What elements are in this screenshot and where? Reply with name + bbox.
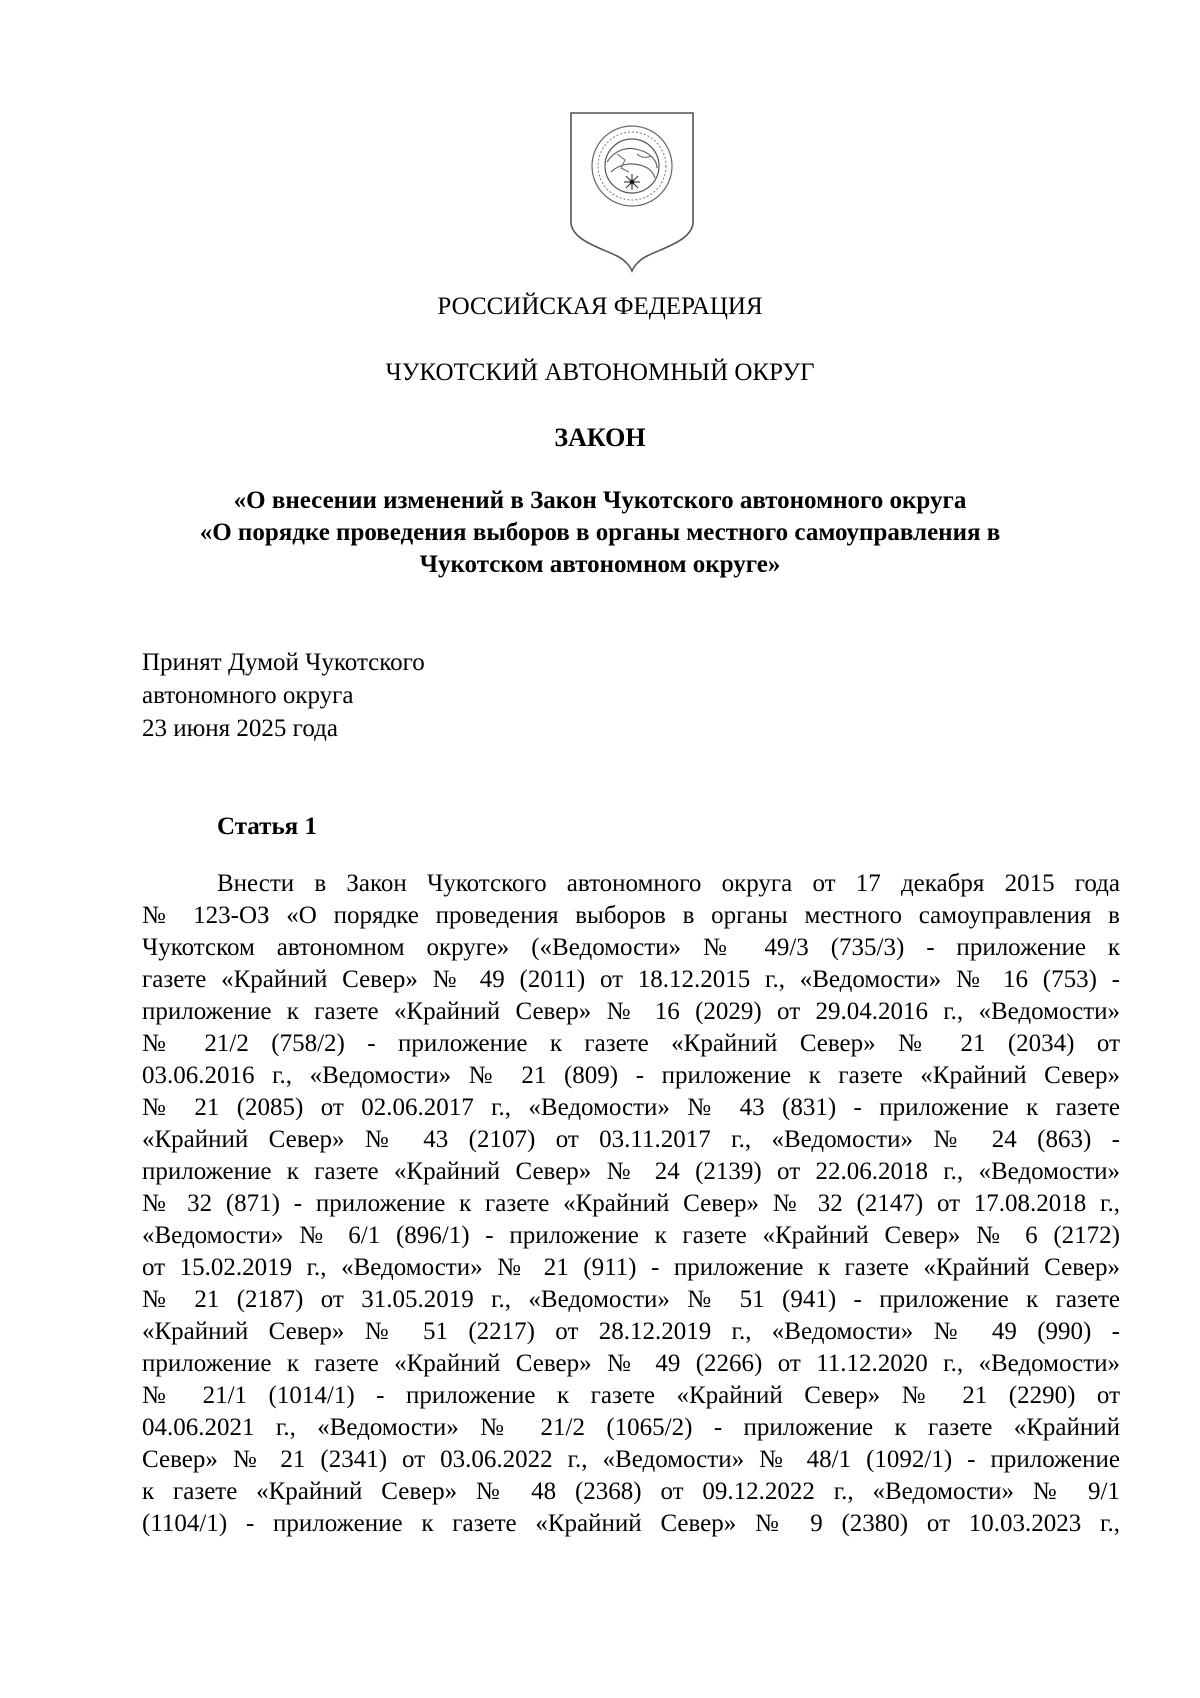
coat-of-arms-icon	[567, 110, 697, 274]
article-line: приложение к газете «Крайний Север» № 16 (2029) от 29.04.2016 г., «Ведомости»	[142, 998, 1120, 1025]
adoption-line: автономного округа	[142, 682, 354, 709]
article-line: № 21 (2187) от 31.05.2019 г., «Ведомости» № 51 (941) - приложение к газете	[142, 1286, 1120, 1313]
region-name: ЧУКОТСКИЙ АВТОНОМНЫЙ ОКРУГ	[385, 359, 815, 386]
article-line: (1104/1) - приложение к газете «Крайний Север» № 9 (2380) от 10.03.2023 г.,	[142, 1510, 1120, 1537]
law-title-line: «О внесении изменений в Закон Чукотского автономного округа	[233, 487, 967, 514]
law-title-line: «О порядке проведения выборов в органы местного самоуправления в	[199, 519, 1001, 546]
article-line: 03.06.2016 г., «Ведомости» № 21 (809) - приложение к газете «Крайний Север»	[142, 1062, 1120, 1089]
article-line: Внести в Закон Чукотского автономного округа от 17 декабря 2015 года	[217, 870, 1120, 897]
country-name: РОССИЙСКАЯ ФЕДЕРАЦИЯ	[437, 293, 763, 320]
article-line: приложение к газете «Крайний Север» № 24 (2139) от 22.06.2018 г., «Ведомости»	[142, 1158, 1120, 1185]
article-line: Чукотском автономном округе» («Ведомости» № 49/3 (735/3) - приложение к	[142, 934, 1120, 961]
adoption-note	[142, 646, 425, 745]
article-line: № 123-ОЗ «О порядке проведения выборов в органы местного самоуправления в	[142, 902, 1120, 929]
article-line: «Крайний Север» № 43 (2107) от 03.11.2017 г., «Ведомости» № 24 (863) -	[142, 1126, 1120, 1153]
article-line: 04.06.2021 г., «Ведомости» № 21/2 (1065/2) - приложение к газете «Крайний	[142, 1414, 1120, 1441]
article-line: от 15.02.2019 г., «Ведомости» № 21 (911) - приложение к газете «Крайний Север»	[142, 1254, 1120, 1281]
article-line: «Ведомости» № 6/1 (896/1) - приложение к газете «Крайний Север» № 6 (2172)	[142, 1222, 1120, 1249]
article-line: № 21/1 (1014/1) - приложение к газете «Крайний Север» № 21 (2290) от	[142, 1382, 1120, 1409]
article-line: к газете «Крайний Север» № 48 (2368) от 09.12.2022 г., «Ведомости» № 9/1	[142, 1478, 1120, 1505]
adoption-line: 23 июня 2025 года	[142, 715, 338, 742]
article-line: газете «Крайний Север» № 49 (2011) от 18.12.2015 г., «Ведомости» № 16 (753) -	[142, 966, 1120, 993]
article-line: № 21 (2085) от 02.06.2017 г., «Ведомости» № 43 (831) - приложение к газете	[142, 1094, 1120, 1121]
article-body	[142, 868, 1120, 1540]
law-title	[0, 485, 1200, 581]
article-line: приложение к газете «Крайний Север» № 49 (2266) от 11.12.2020 г., «Ведомости»	[142, 1350, 1120, 1377]
law-title-line: Чукотском автономном округе»	[419, 551, 781, 578]
article-line: № 32 (871) - приложение к газете «Крайний Север» № 32 (2147) от 17.08.2018 г.,	[142, 1190, 1120, 1217]
article-line: «Крайний Север» № 51 (2217) от 28.12.2019 г., «Ведомости» № 49 (990) -	[142, 1318, 1120, 1345]
document-type: ЗАКОН	[554, 423, 646, 452]
article-line: № 21/2 (758/2) - приложение к газете «Крайний Север» № 21 (2034) от	[142, 1030, 1120, 1057]
article-heading: Статья 1	[217, 813, 317, 840]
article-line: Север» № 21 (2341) от 03.06.2022 г., «Ведомости» № 48/1 (1092/1) - приложение	[142, 1446, 1120, 1473]
adoption-line: Принят Думой Чукотского	[142, 649, 425, 676]
